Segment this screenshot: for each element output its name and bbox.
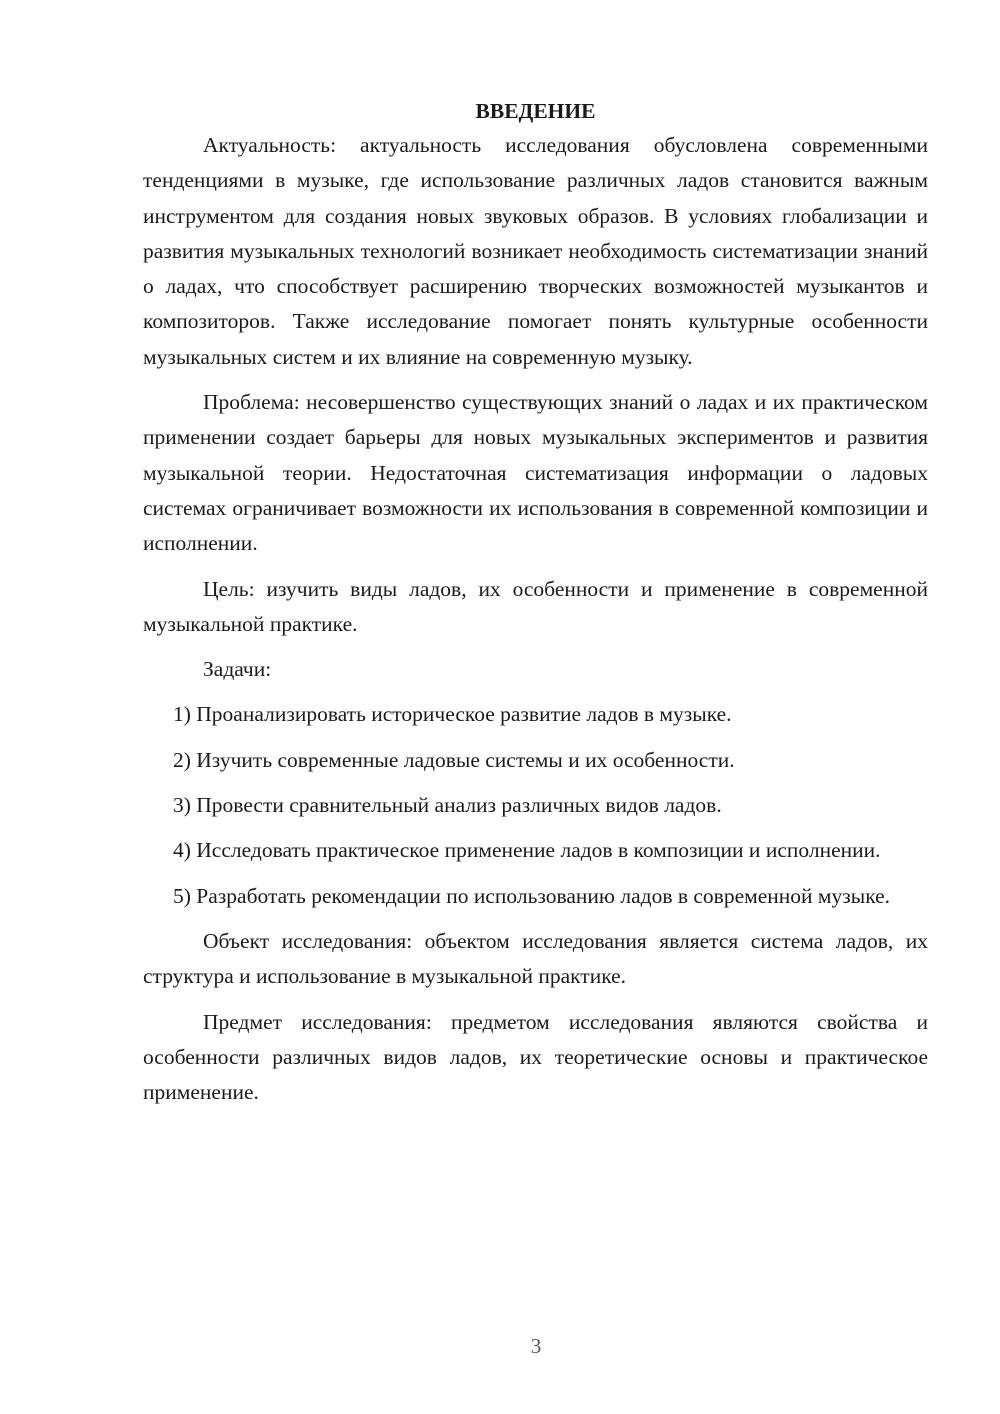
- page-number: 3: [530, 1334, 542, 1358]
- task-item-4: 4) Исследовать практическое применение ладов в композиции и исполнении.: [173, 838, 881, 863]
- task-item-3: 3) Провести сравнительный анализ различных видов ладов.: [173, 793, 722, 818]
- section-heading: ВВЕДЕНИЕ: [475, 99, 596, 123]
- task-item-2: 2) Изучить современные ладовые системы и их особенности.: [173, 747, 735, 772]
- tasks-label: Задачи:: [203, 657, 272, 682]
- task-item-1: 1) Проанализировать историческое развитие ладов в музыке.: [173, 702, 732, 727]
- relevance-paragraph: Актуальность: актуальность исследования обусловлена современными тенденциями в музыке, где использование различных ладов становится важным инструментом для создания новых звуковых образов. В условиях глобализации и развития музыкальных технологий возникает необходимость систематизации знаний о ладах, что способствует расширению творческих возможностей музыкантов и композиторов. Также исследование помогает понять культурные особенности музыкальных систем и их влияние на современную музыку.: [143, 133, 928, 369]
- problem-paragraph: Проблема: несовершенство существующих знаний о ладах и их практическом применении создает барьеры для новых музыкальных экспериментов и развития музыкальной теории. Недостаточная систематизация информации о ладовых системах ограничивает возможности их использования в современной композиции и исполнении.: [143, 390, 928, 556]
- object-paragraph: Объект исследования: объектом исследования является система ладов, их структура и использование в музыкальной практике.: [143, 928, 928, 989]
- tasks-list: [143, 697, 928, 913]
- goal-paragraph: Цель: изучить виды ладов, их особенности и применение в современной музыкальной практике.: [143, 576, 928, 636]
- page-content: [143, 96, 928, 1120]
- task-item-5: 5) Разработать рекомендации по использованию ладов в современной музыке.: [173, 883, 891, 908]
- subject-paragraph: Предмет исследования: предметом исследования являются свойства и особенности различных видов ладов, их теоретические основы и практическое применение.: [143, 1009, 928, 1105]
